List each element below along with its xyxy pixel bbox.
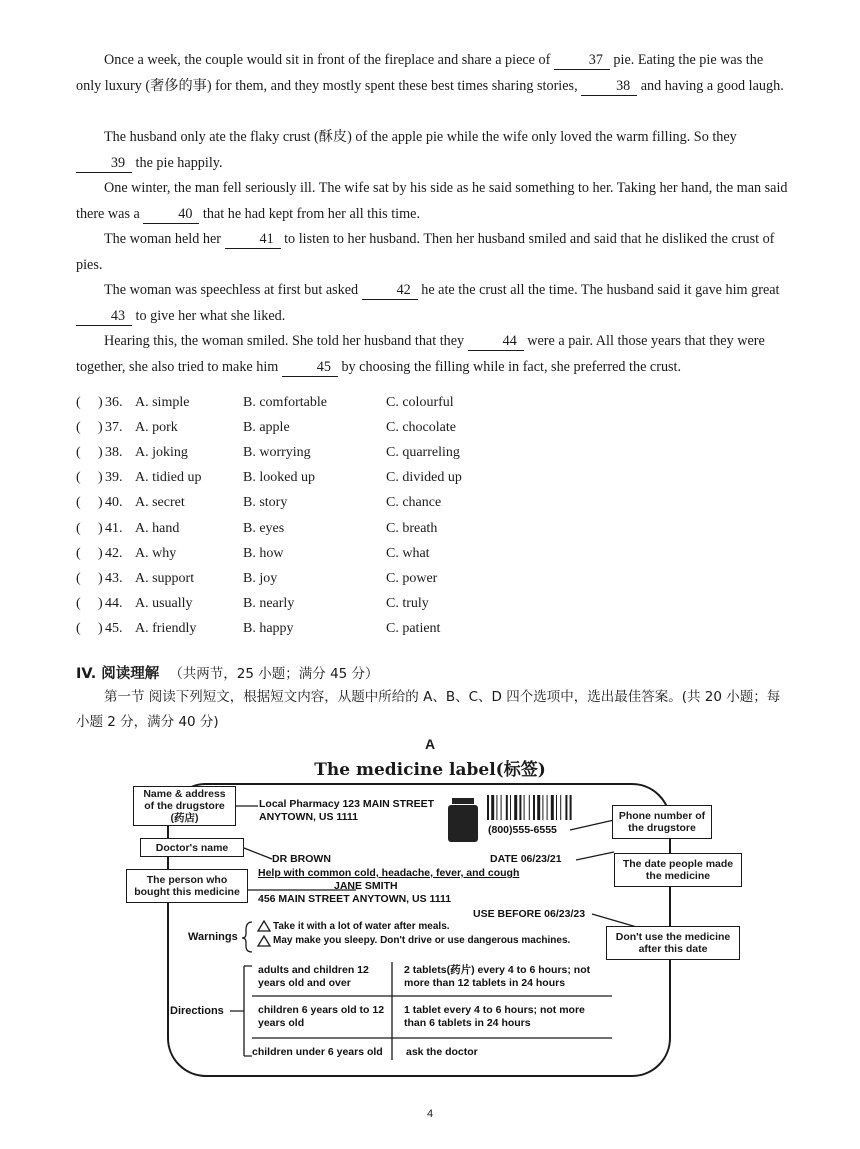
p3-text-a: One winter, the man fell seriously ill. The wife sat by his side as he said something to her. Taking her hand, the man said there was a — [76, 180, 788, 222]
answer-paren-open: ( — [76, 470, 81, 486]
p3-text-b: that he had kept from her all this time. — [202, 205, 420, 222]
option-b: B. happy — [243, 620, 294, 636]
blank-45: 45 — [282, 359, 338, 377]
direction-dose-1: 2 tablets(药片) every 4 to 6 hours; not more than 12 tablets in 24 hours — [404, 964, 591, 989]
question-row — [76, 467, 496, 489]
option-c: C. divided up — [386, 470, 462, 486]
blank-38: 38 — [581, 78, 637, 96]
help-with-line: Help with common cold, headache, fever, and cough — [258, 867, 520, 879]
option-a: A. support — [135, 570, 195, 586]
answer-paren-open: ( — [76, 445, 81, 461]
direction-who-1: adults and children 12 years old and over — [258, 964, 369, 989]
p5-text-c: to give her what she liked. — [135, 307, 286, 324]
pharmacy-line-1: Local Pharmacy 123 MAIN STREET — [259, 798, 435, 810]
answer-paren-open: ( — [76, 570, 81, 586]
callout-line-date — [576, 852, 614, 860]
question-row — [76, 568, 496, 590]
question-number: 38. — [105, 445, 123, 461]
direction-dose-2: 1 tablet every 4 to 6 hours; not more than 6 tablets in 24 hours — [404, 1004, 585, 1029]
blank-37: 37 — [554, 52, 610, 70]
patient-address: 456 MAIN STREET ANYTOWN, US 1111 — [258, 893, 452, 905]
question-number: 36. — [105, 395, 123, 410]
option-a: A. friendly — [135, 620, 197, 636]
option-b: B. nearly — [243, 595, 295, 611]
warning-2: May make you sleepy. Don't drive or use dangerous machines. — [273, 935, 571, 946]
option-b: B. joy — [243, 570, 278, 586]
direction-who-2: children 6 years old to 12 years old — [258, 1004, 385, 1029]
callout-line-doctor — [244, 848, 272, 859]
question-row — [76, 543, 496, 565]
callout-phone: Phone number of the drugstore — [612, 805, 712, 839]
callout-buyer: The person who bought this medicine — [126, 869, 248, 903]
section-points: （共两节，25 小题；满分 45 分） — [169, 666, 379, 682]
option-b: B. apple — [243, 420, 290, 436]
option-b: B. looked up — [243, 470, 315, 486]
answer-paren-close: ) — [98, 395, 103, 410]
p4-text-a: The woman held her — [104, 231, 222, 247]
option-a: A. why — [135, 545, 177, 561]
answer-paren-open: ( — [76, 520, 81, 536]
use-before-date: USE BEFORE 06/23/23 — [473, 908, 586, 920]
option-b: B. how — [243, 545, 284, 561]
question-number: 41. — [105, 520, 123, 536]
option-a: A. usually — [135, 595, 193, 611]
p2-text-b: the pie happily. — [135, 154, 223, 171]
option-c: C. colourful — [386, 395, 454, 410]
option-c: C. chocolate — [386, 420, 456, 436]
warning-triangle-1 — [258, 921, 270, 931]
question-number: 37. — [105, 420, 123, 436]
answer-paren-close: ) — [98, 470, 103, 486]
label-title: The medicine label(标签) — [314, 760, 546, 780]
question-row — [76, 618, 496, 640]
option-c: C. quarreling — [386, 445, 460, 461]
paragraph-2 — [76, 125, 790, 176]
option-c: C. chance — [386, 495, 442, 511]
warnings-label: Warnings — [188, 931, 238, 943]
question-row — [76, 442, 496, 464]
option-c: C. patient — [386, 620, 441, 636]
option-b: B. eyes — [243, 520, 285, 536]
option-b: B. story — [243, 495, 288, 511]
blank-42: 42 — [362, 282, 418, 300]
callout-date-made: The date people made the medicine — [614, 853, 742, 887]
paragraph-3 — [76, 176, 790, 227]
option-b: B. comfortable — [243, 395, 327, 410]
answer-paren-close: ) — [98, 545, 103, 561]
paragraph-5 — [76, 278, 790, 329]
section-instruction: 第一节 阅读下列短文，根据短文内容，从题中所给的 A、B、C、D 四个选项中，选出最佳答案。(共 20 小题；每小题 2 分，满分 40 分) — [76, 689, 781, 730]
blank-41: 41 — [225, 231, 281, 249]
option-a: A. secret — [135, 495, 185, 511]
paragraph-6 — [76, 329, 790, 380]
callout-line-phone — [570, 820, 614, 830]
p5-text-b: he ate the crust all the time. The husband said it gave him great — [421, 282, 780, 298]
answer-paren-open: ( — [76, 420, 81, 436]
section-heading — [76, 662, 379, 683]
option-c: C. power — [386, 570, 438, 586]
blank-39: 39 — [76, 155, 132, 173]
answer-paren-open: ( — [76, 545, 81, 561]
question-number: 45. — [105, 620, 123, 636]
page-number: 4 — [426, 1108, 434, 1120]
answer-paren-close: ) — [98, 570, 103, 586]
answer-paren-close: ) — [98, 520, 103, 536]
passage-letter: A — [424, 736, 436, 752]
option-c: C. truly — [386, 595, 429, 611]
p2-text-a: The husband only ate the flaky crust (酥皮) of the apple pie while the wife only loved the warm filling. So they — [104, 129, 737, 145]
direction-who-3: children under 6 years old — [252, 1046, 383, 1058]
question-row — [76, 417, 496, 439]
p4-text-b: to listen to her husband. Then her husband smiled and said that he disliked the crust of pies. — [76, 231, 775, 273]
callout-dont-use: Don't use the medicine after this date — [606, 926, 740, 960]
paragraph-4 — [76, 227, 790, 278]
blank-43: 43 — [76, 308, 132, 326]
p5-text-a: The woman was speechless at first but asked — [104, 282, 359, 298]
doctor-name: DR BROWN — [272, 853, 331, 865]
answer-paren-close: ) — [98, 620, 103, 636]
answer-paren-open: ( — [76, 495, 81, 511]
p1-text-a: Once a week, the couple would sit in front of the fireplace and share a piece of — [104, 52, 551, 68]
option-a: A. simple — [135, 395, 190, 410]
question-number: 42. — [105, 545, 123, 561]
p1-text-c: and having a good laugh. — [640, 77, 784, 94]
directions-bracket — [230, 966, 252, 1056]
answer-paren-open: ( — [76, 595, 81, 611]
p6-text-c: by choosing the filling while in fact, she preferred the crust. — [341, 358, 682, 375]
question-number: 39. — [105, 470, 123, 486]
question-row — [76, 593, 496, 615]
answer-paren-open: ( — [76, 620, 81, 636]
prescription-date: DATE 06/23/21 — [490, 853, 562, 865]
callout-doctor-name: Doctor's name — [140, 838, 244, 857]
p6-text-b: were a pair. All those years that they were together, she also tried to make him — [76, 333, 765, 375]
option-a: A. joking — [135, 445, 188, 461]
patient-name: JANE SMITH — [334, 880, 398, 892]
answer-paren-open: ( — [76, 395, 81, 410]
direction-dose-3: ask the doctor — [406, 1046, 478, 1058]
answer-paren-close: ) — [98, 420, 103, 436]
p6-text-a: Hearing this, the woman smiled. She told her husband that they — [104, 333, 465, 349]
question-row — [76, 392, 496, 414]
option-a: A. tidied up — [135, 470, 202, 486]
blank-44: 44 — [468, 333, 524, 351]
barcode-icon — [487, 795, 573, 820]
question-number: 43. — [105, 570, 123, 586]
answer-paren-close: ) — [98, 445, 103, 461]
section-title: IV. 阅读理解 — [76, 666, 160, 682]
option-c: C. breath — [386, 520, 438, 536]
warning-triangle-2 — [258, 936, 270, 946]
directions-label: Directions — [170, 1005, 224, 1017]
bottle-icon — [448, 798, 478, 842]
option-c: C. what — [386, 545, 430, 561]
option-a: A. pork — [135, 420, 178, 436]
paragraph-1 — [76, 48, 790, 99]
pharmacy-phone: (800)555-6555 — [488, 824, 557, 836]
callout-name-address: Name & address of the drugstore (药店) — [133, 786, 236, 826]
p1-text-b: pie. Eating the pie was the only luxury (奢侈的事) for them, and they mostly spent these best times sharing stories, — [76, 52, 764, 94]
question-number: 40. — [105, 495, 123, 511]
question-number: 44. — [105, 595, 123, 611]
answer-paren-close: ) — [98, 595, 103, 611]
warning-1: Take it with a lot of water after meals. — [273, 921, 450, 932]
warnings-brace — [242, 922, 252, 952]
option-b: B. worrying — [243, 445, 311, 461]
pharmacy-line-2: ANYTOWN, US 1111 — [259, 811, 359, 823]
question-row — [76, 518, 496, 540]
question-row — [76, 492, 496, 514]
option-a: A. hand — [135, 520, 180, 536]
blank-40: 40 — [143, 206, 199, 224]
answer-paren-close: ) — [98, 495, 103, 511]
